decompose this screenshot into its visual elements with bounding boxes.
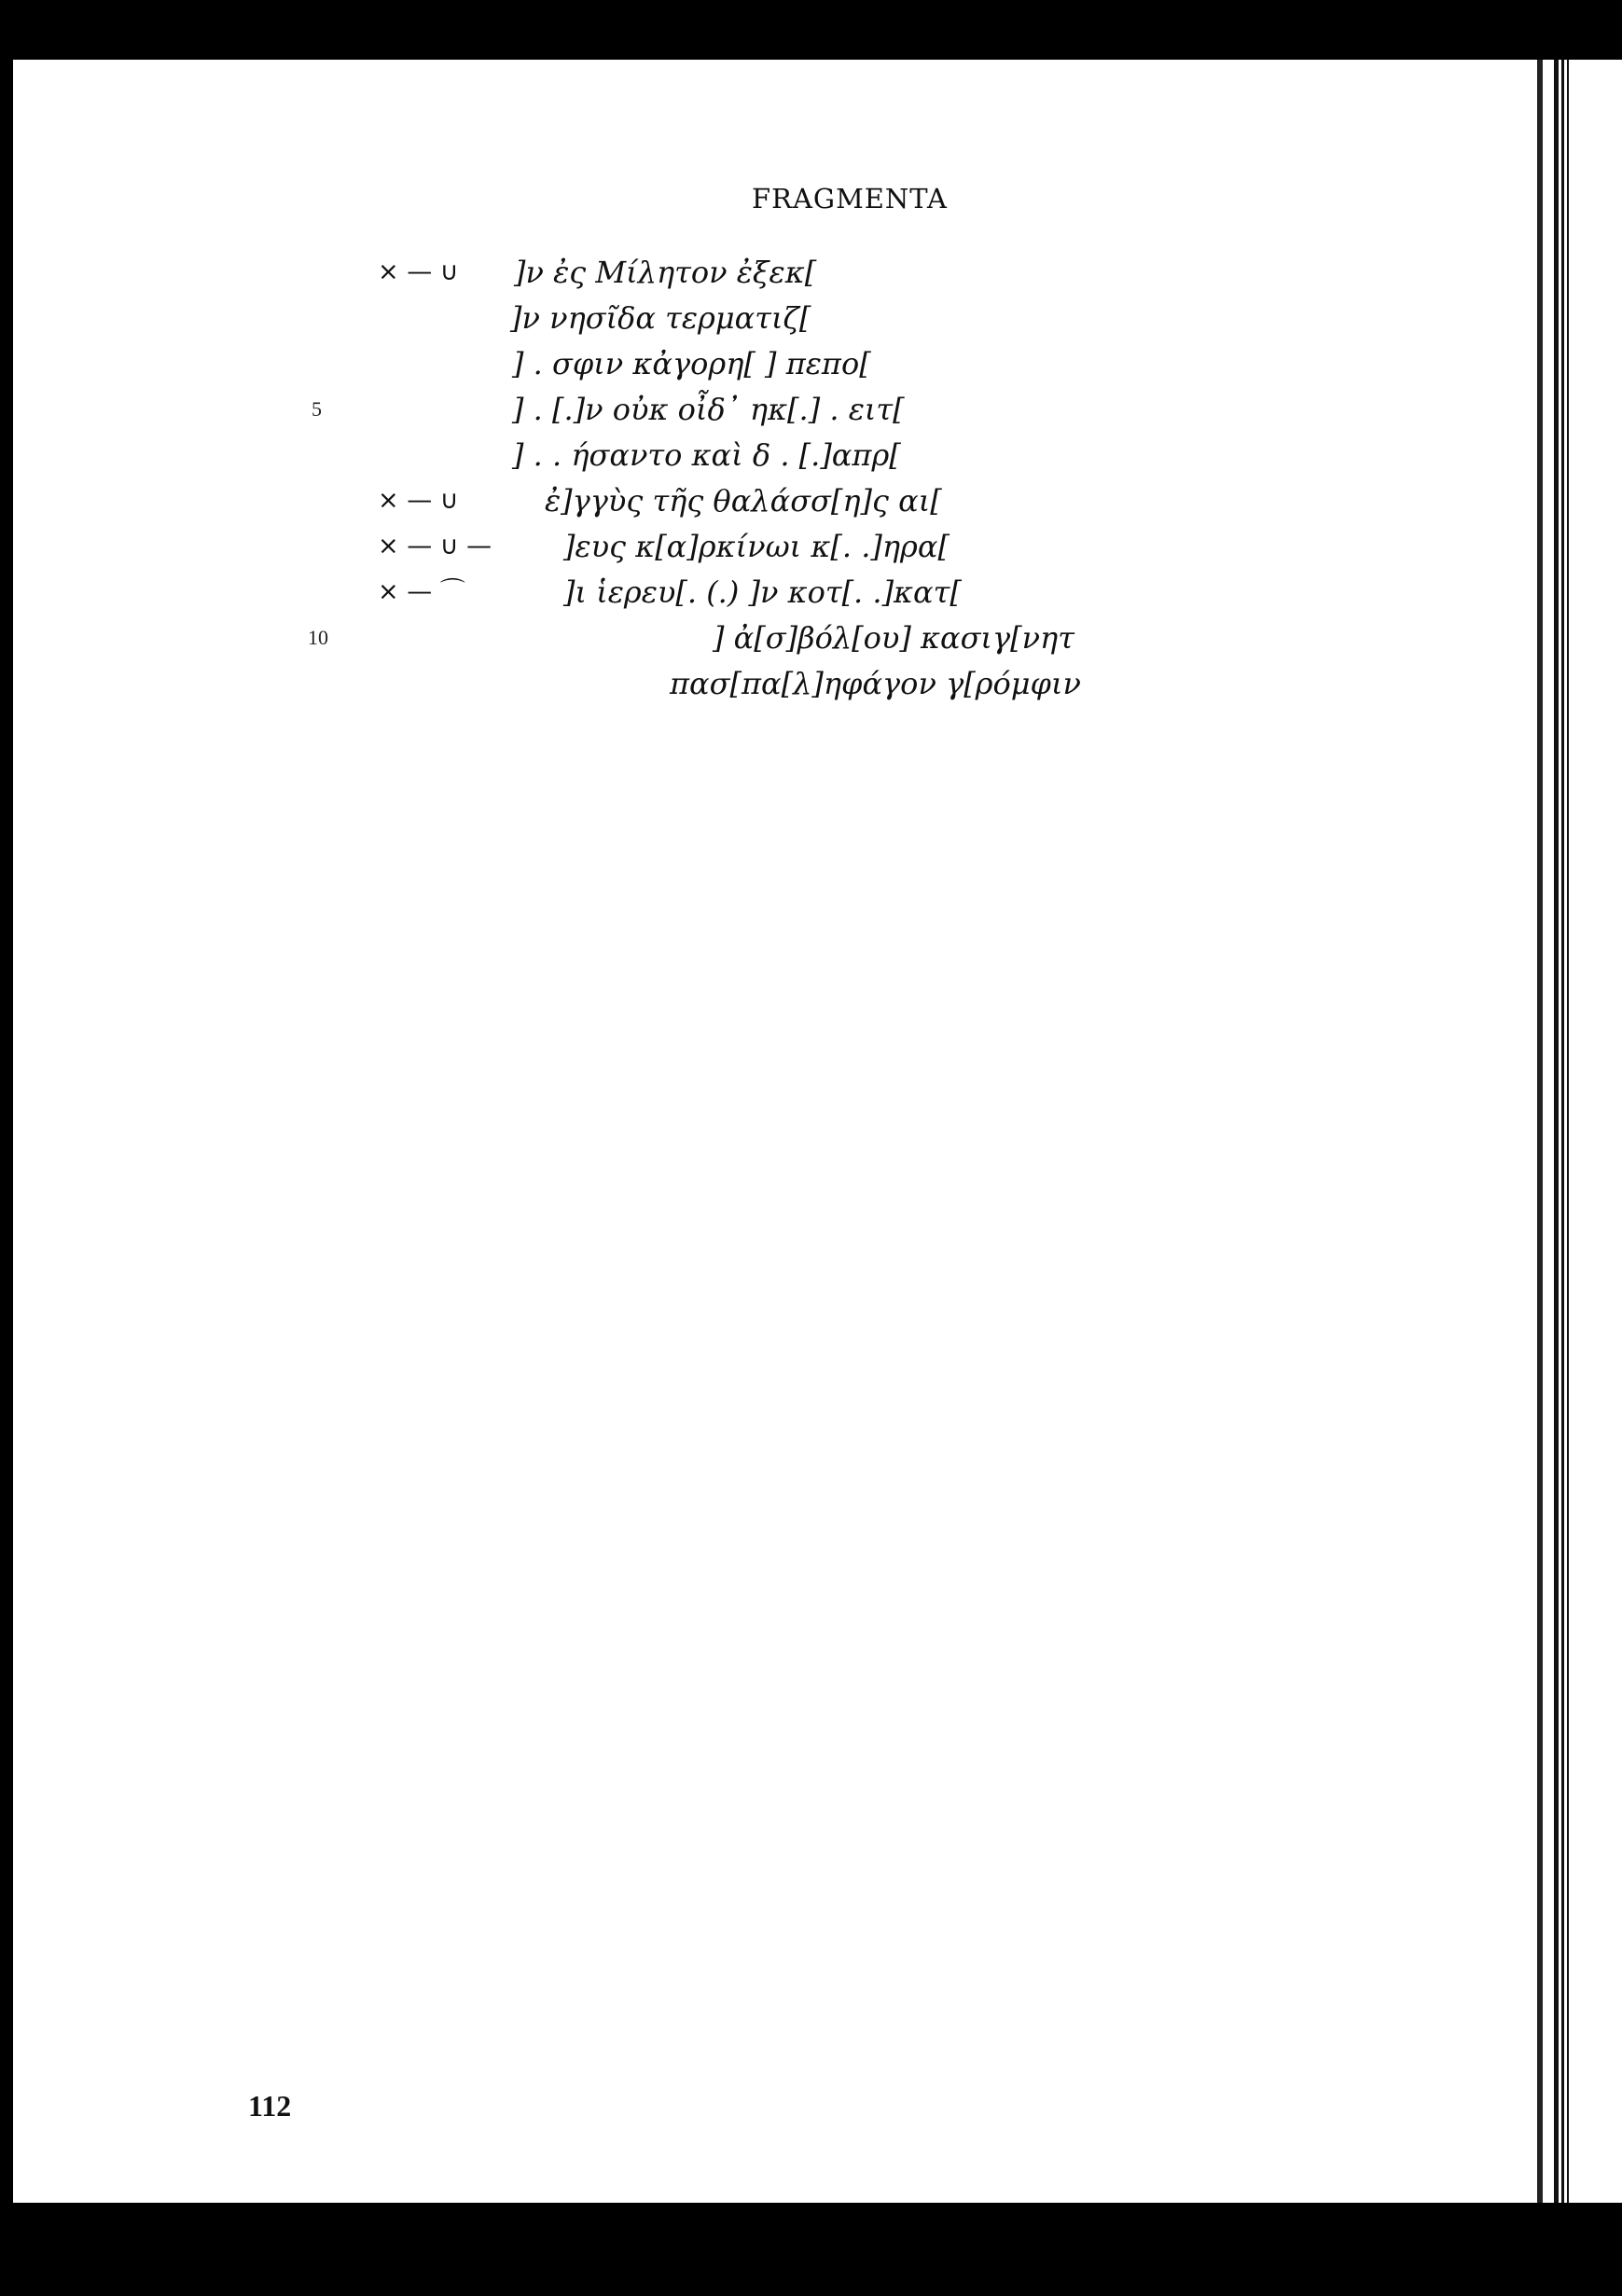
greek-text: ἐ]γγὺς τῆς θαλάσσ[η]ς αι[ (545, 483, 942, 519)
line-number: 10 (308, 626, 328, 649)
spine-line (1567, 60, 1569, 2296)
metrical-scheme: × — ∪ — (378, 532, 492, 560)
metrical-scheme: × — ∪ (378, 486, 459, 515)
greek-text: ]ν ἐς Μίλητον ἐξεκ[ (514, 255, 817, 290)
greek-text: ] . σφιν κἀγορη[ ] πεπο[ (512, 346, 871, 381)
greek-text: ]ν νησῖδα τερματιζ[ (510, 300, 811, 336)
page-number: 112 (248, 2089, 292, 2123)
scan-bottom-border (0, 2203, 1622, 2296)
running-head: FRAGMENTA (752, 183, 949, 214)
greek-text: ] . [.]ν οὐκ οἶδ᾽ ηκ[.] . ειτ[ (512, 392, 905, 427)
greek-text: ]ι ἱερευ[. (.) ]ν κοτ[. .]κατ[ (563, 574, 962, 610)
greek-text: ] . . ήσαντο καὶ δ . [.]απρ[ (512, 437, 901, 473)
metrical-scheme: × — ∪ (378, 257, 459, 286)
book-spine (1543, 60, 1622, 2296)
metrical-scheme: × — ⌒ (378, 577, 465, 606)
greek-text: ]ευς κ[α]ρκίνωι κ[. .]ηρα[ (563, 529, 950, 564)
line-number: 5 (312, 397, 322, 421)
spine-line (1561, 60, 1564, 2296)
greek-text: ] ἀ[σ]βόλ[ου] κασιγ[νητ (713, 620, 1074, 656)
greek-text: πασ[πα[λ]ηφάγον γ[ρόμφιν (670, 666, 1081, 701)
spine-line (1554, 60, 1559, 2296)
